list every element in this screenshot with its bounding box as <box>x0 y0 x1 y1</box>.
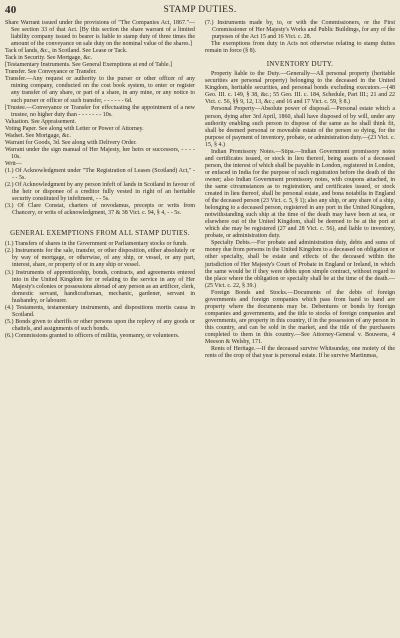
entry-trustee: [Trustee.—Conveyance or Transfer for effectuating the appointment of a new trustee, no higher duty than - - - - - - - 10s. <box>5 104 195 118</box>
exemption-5: (5.) Bonds given to sheriffs or other persons upon the replevy of any goods or chattels, and assignments of such bonds. <box>5 318 195 332</box>
entry-valuation: Valuation. See Appraisement. <box>5 118 76 125</box>
paragraph-specialty-debts: Specialty Debts.—For probate and administration duty, debts and sums of money due from persons in the United Kingdom to a deceased on obligation or other specialty, shall be estate and effects of the deceased within the jurisdiction of Her Majesty's Court of Probate in England or Ireland, in which the same would be if they were debts upon simple contract, without regard to the place where the obligation or specialty shall be at the time of the death.—(25 Vict. c. 22, § 39.) <box>205 240 395 289</box>
exemption-4: (4.) Testaments, testamentary instruments, and dispositions mortis causa in Scotland. <box>5 304 195 318</box>
entry-tack-in-security: Tack in Security. See Mortgage, &c. <box>5 55 93 62</box>
entry-share-warrant: Share Warrant issued under the provisions of "The Companies Act, 1867."—See section 33 of that Act. [By this section the share warrant of a limited liability company issued to bearer is liable to stamp duty of three times the amount of the conveyance on sale duty on the nominal value of the shares.] <box>5 20 195 48</box>
entry-tack-of-lands: Tack of lands, &c., in Scotland. See Lease or Tack. <box>5 48 128 55</box>
exemption-6: (6.) Commissions granted to officers of militia, yeomanry, or volunteers. <box>5 332 180 339</box>
exemption-7: (7.) Instruments made by, to, or with the Commissioners, or the First Commissioner of Her Majesty's Works and Public Buildings, for any of the purposes of the Act 15 and 16 Vict. c. 28. <box>205 20 395 41</box>
paragraph-property-liable: Property liable to the Duty.—Generally—All personal property (heritable securities are personal property) belonging to the deceased in the United Kingdom, heritable securities, and personal bonds excluding executors.—(48 Geo. III. c. 149, § 38, &c.; 55 Geo. III. c. 184, Schedule, Part III.; 21 and 22 Vict. c. 56, §§ 9, 12, 13, &c.; and 16 and 17 Vict. c. 59, § 8.) <box>205 71 395 106</box>
page-number: 40 <box>5 4 17 16</box>
two-column-body <box>5 20 395 360</box>
entry-warrant-sign-manual: Warrant under the sign manual of Her Majesty, her heirs or successors, - - - - 10s. <box>5 146 195 160</box>
exemption-3: (3.) Instruments of apprenticeship, bonds, contracts, and agreements entered into in the United Kingdom for or relating to the service in any of Her Majesty's colonies or possessions abroad of any person as an artificer, clerk, domestic servant, handicraftsman, mechanic, gardener, servant in husbandry, or labourer. <box>5 269 195 304</box>
exemption-2: (2.) Instruments for the sale, transfer, or other disposition, either absolutely or by way of mortgage, or otherwise, of any ship, or vessel, or any part, interest, share, or property of or in any ship or vessel. <box>5 248 195 269</box>
running-title: STAMP DUTIES. <box>163 5 237 15</box>
entry-transfer-mining: Transfer.—Any request or authority to the purser or other officer of any mining company, conducted on the cost book system, to enter or register any transfer of any share, or part of a share, in any mine, or any notice to such purser or officer of such transfer, - - - - - - 6d. <box>5 76 195 104</box>
paragraph-foreign-bonds: Foreign Bonds and Stocks.—Documents of the debts of foreign governments and foreign companies which pass from hand to hand are property where the documents may be. Debentures or bonds by foreign companies and governments, and the title to stocks of foreign companies and governments, are property in this country, if in the possession of any person in this country, and can be sold in the market, and the title of the purchasers completed to them in this country.—See Attorney-General v. Bouwens, 4 Meeson & Welsby, 171. <box>205 289 395 346</box>
section-title-inventory-duty: INVENTORY DUTY. <box>266 60 334 69</box>
entry-wadset: Wadset. See Mortgage, &c. <box>5 132 71 139</box>
paragraph-rents-of-heritage: Rents of Heritage.—If the deceased survive Whitsunday, one moiety of the rents of the crop of that year is personal estate. If he survive Martinmas, <box>205 346 395 360</box>
entry-writ: Writ— <box>5 160 22 167</box>
section-title-general-exemptions: GENERAL EXEMPTIONS FROM ALL STAMP DUTIES. <box>10 229 190 238</box>
entry-writ-1: (1.) Of Acknowledgment under "The Registration of Leases (Scotland) Act," - - - 5s. <box>5 167 195 182</box>
exemption-1: (1.) Transfers of shares in the Government or Parliamentary stocks or funds. <box>5 241 188 248</box>
entry-warrant-for-goods: Warrant for Goods, 3d. See along with Delivery Order. <box>5 139 137 146</box>
entry-writ-3: (3.) Of Clare Constat, charters of novodamus, precepts or writs from Chancery, or writs of acknowledgment, 37 & 38 Vict. c. 94, § 4, - - 5s. <box>5 203 195 217</box>
page-header <box>5 4 395 17</box>
exemptions-note: The exemptions from duty in Acts not otherwise relating to stamp duties remain in force (§ 8). <box>205 41 395 55</box>
entry-writ-2: (2.) Of Acknowledgment by any person infeft of lands in Scotland in favour of the heir or disponee of a creditor fully vested in right of an heritable security constituted by infeftment, - - 5s. <box>5 182 195 203</box>
paragraph-indian-promissory-notes: Indian Promissory Notes.—Stipa.—Indian Government promissory notes and certificates issued, or stock in lieu thereof, being assets of a deceased person, the interest of which shall be payable in London, registered in London, or enfaced in India for the purpose of such registration before the death of the owner; also Indian Government promissory notes, with coupons attached, in the same circumstances as to registration, and certificates issued, or stock created in lieu thereof, shall be personal estate, and bona notabilia in England of the deceased person (23 Vict. c. 5, § 1); also any ship, or any share of a ship, belonging to a deceased person, registered in any port in the United Kingdom, notwithstanding such ship at the time of the death may have been at sea, or elsewhere out of the United Kingdom, shall be deemed to be at the port at which she may be registered (27 and 28 Vict. c. 56), and liable to inventory, probate, or administration duty. <box>205 148 395 240</box>
entry-transfer-see: Transfer. See Conveyance or Transfer. <box>5 69 97 76</box>
paragraph-personal-property: Personal Property—Absolute power of disposal.—Personal estate which a person, dying after 3rd April, 1860, shall have disposed of by will, under any authority enabling such person to dispose of the same as he shall think fit, shall be deemed personal or moveable estate of the person so dying, for the purpose of payment of inventory, probate, or administration duty.—(23 Vict. c. 15, § 4.) <box>205 106 395 148</box>
left-column <box>5 20 195 360</box>
entry-voting-paper: Voting Paper. See along with Letter or Power of Attorney. <box>5 125 144 132</box>
entry-testamentary-instruments: [Testamentary Instruments. See General Exemptions at end of Table.] <box>5 62 172 69</box>
right-column <box>205 20 395 360</box>
